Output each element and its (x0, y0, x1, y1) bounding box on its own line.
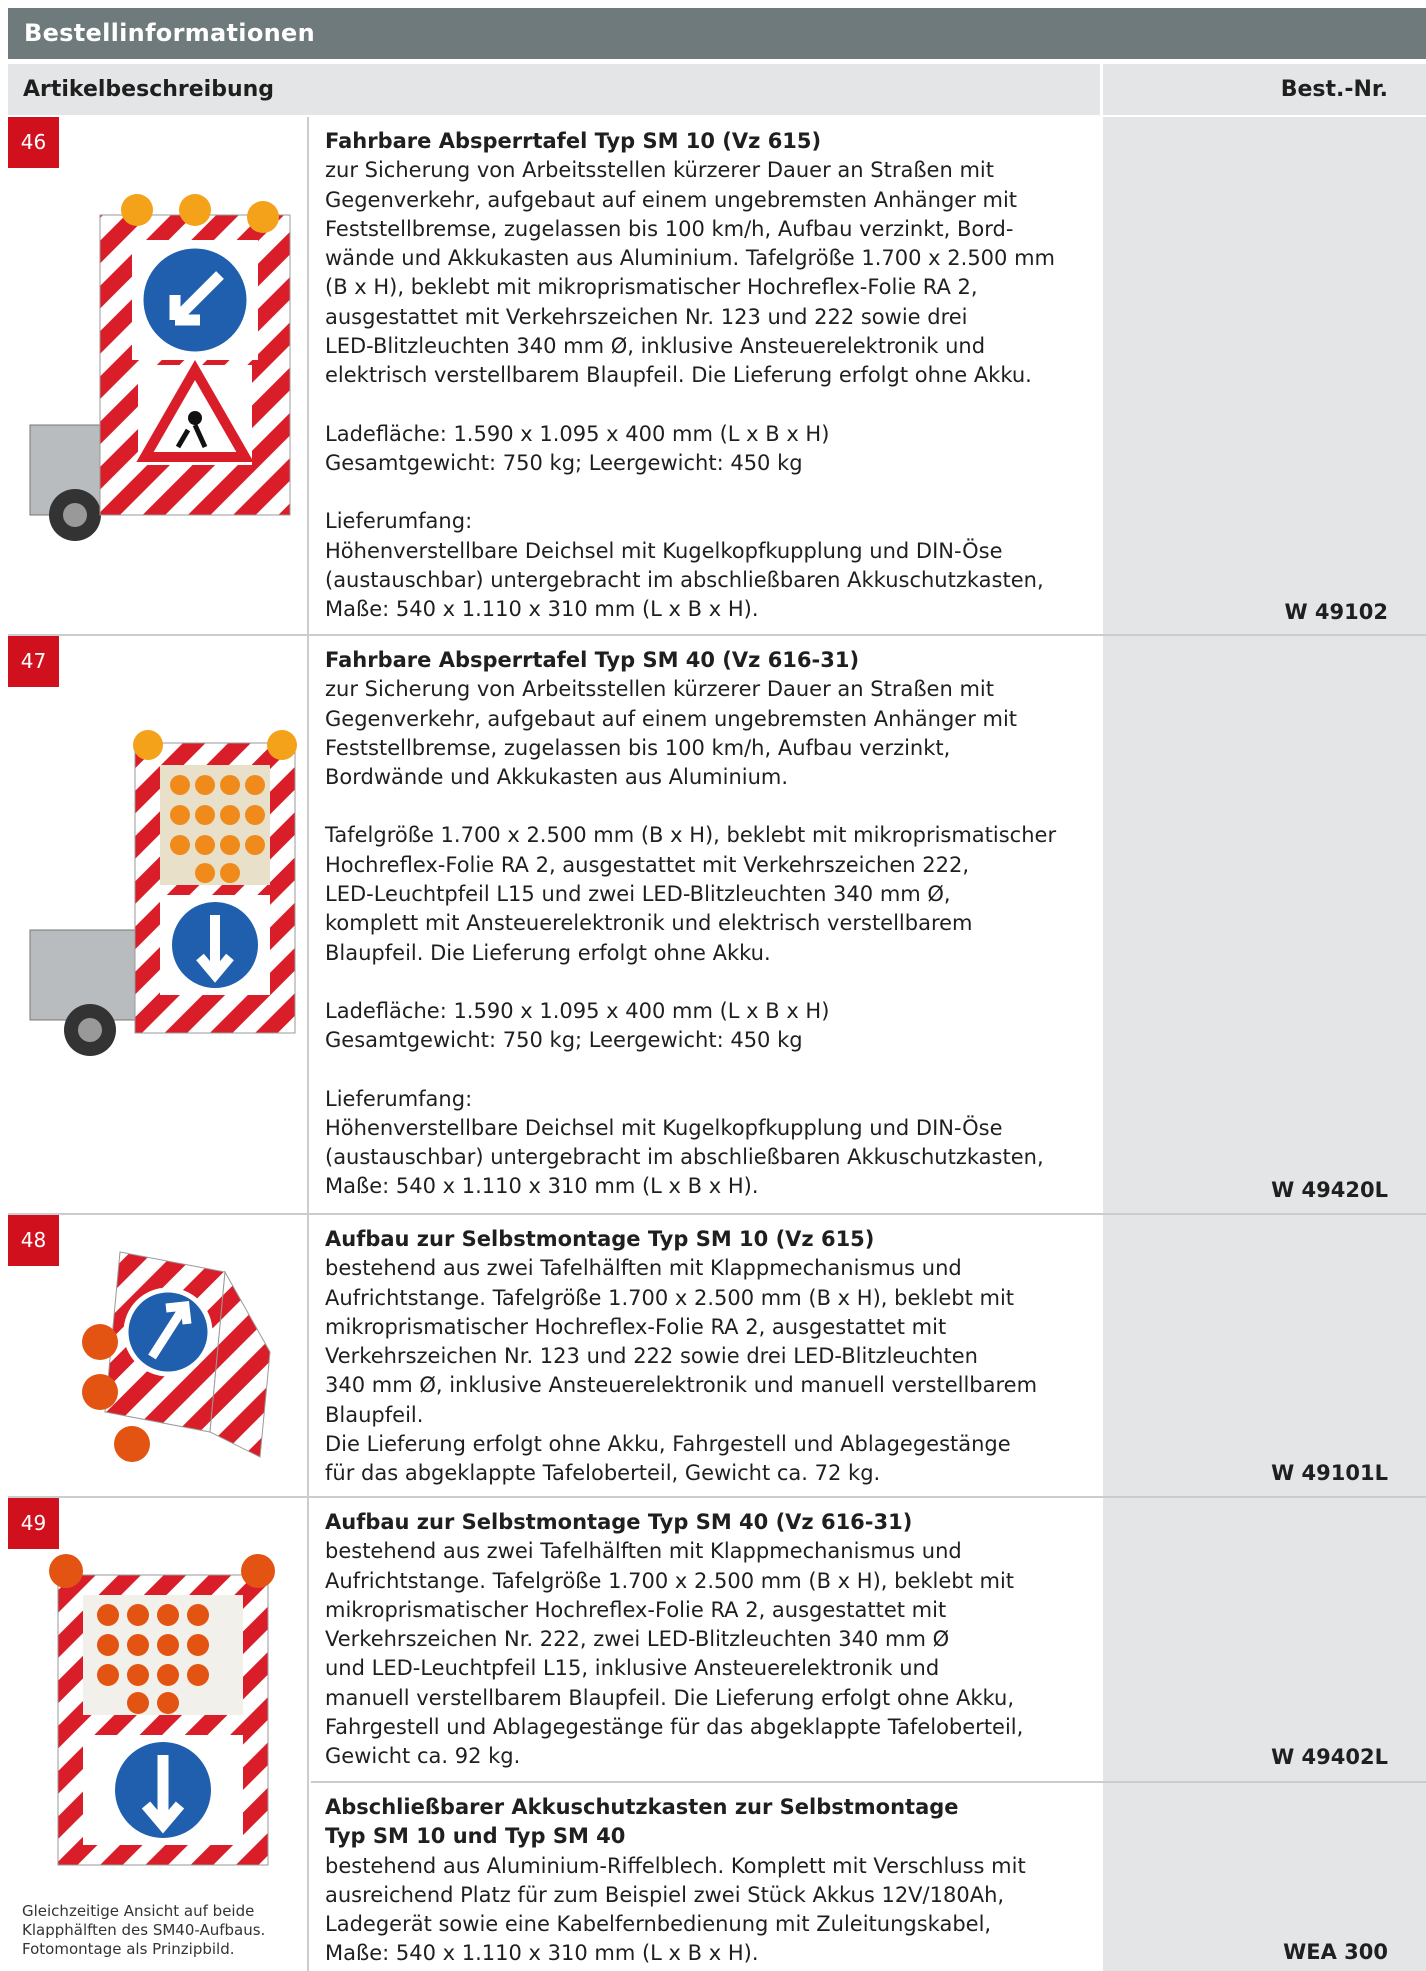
description-paragraph: zur Sicherung von Arbeitsstellen kürzerer Dauer an Straßen mit Gegenverkehr, aufgebaut auf einem ungebremsten Anhänger mit Feststellbremse, zugelassen bis 100 km/h, Aufbau verzinkt, Bordwände und Akkukasten aus Aluminium. (325, 677, 1018, 790)
product-description (311, 1498, 1100, 1781)
row-number-badge: 47 (8, 636, 59, 687)
order-number-cell (1103, 636, 1426, 1213)
row-number-badge: 46 (8, 117, 59, 168)
product-title: Fahrbare Absperrtafel Typ SM 10 (Vz 615) (325, 129, 822, 153)
product-title: Aufbau zur Selbstmontage Typ SM 40 (Vz 616-31) (325, 1510, 913, 1534)
product-description (311, 1215, 1100, 1496)
row-number-badge: 48 (8, 1215, 59, 1266)
product-title: Aufbau zur Selbstmontage Typ SM 10 (Vz 615) (325, 1227, 875, 1251)
scope-paragraph: Lieferumfang: Höhenverstellbare Deichsel mit Kugelkopfkupplung und DIN-Öse (austauschbar) untergebracht im abschließbaren Akkuschutzkasten, Maße: 540 x 1.110 x 310 mm (L x B x H). (325, 1086, 1044, 1199)
order-number: W 49420L (1271, 1178, 1388, 1202)
description-paragraph: bestehend aus zwei Tafelhälften mit Klappmechanismus und Aufrichtstange. Tafelgröße 1.700 x 2.500 mm (B x H), beklebt mit mikroprismatischer Hochreflex-Folie RA 2, ausgestattet mit Verkehrszeichen Nr. 222, zwei LED-Blitzleuchten 340 mm Ø und LED-Leuchtpfeil L15, inklusive Ansteuerelektronik und manuell verstellbarem Blaupfeil. Die Lieferung erfolgt ohne Akku, Fahrgestell und Ablagegestänge für das abgeklappte Tafeloberteil, Gewicht ca. 92 kg. (325, 1539, 1024, 1769)
section-title: Bestellinformationen (8, 8, 1426, 59)
dimensions-paragraph: Ladefläche: 1.590 x 1.095 x 400 mm (L x B x H) Gesamtgewicht: 750 kg; Leergewicht: 450 kg (325, 998, 830, 1053)
product-description (311, 1783, 1100, 1971)
scope-paragraph: Lieferumfang: Höhenverstellbare Deichsel mit Kugelkopfkupplung und DIN-Öse (austauschbar) untergebracht im abschließbaren Akkuschutzkasten, Maße: 540 x 1.110 x 310 mm (L x B x H). (325, 509, 1044, 622)
product-title: Fahrbare Absperrtafel Typ SM 40 (Vz 616-31) (325, 648, 860, 672)
dimensions-paragraph: Ladefläche: 1.590 x 1.095 x 400 mm (L x B x H) Gesamtgewicht: 750 kg; Leergewicht: 450 kg (325, 421, 830, 475)
sm10-fold-kit-image (60, 1232, 280, 1472)
row-number-badge: 49 (8, 1498, 59, 1549)
description-paragraph: bestehend aus zwei Tafelhälften mit Klappmechanismus und Aufrichtstange. Tafelgröße 1.700 x 2.500 mm (B x H), beklebt mit mikroprismatischer Hochreflex-Folie RA 2, ausgestattet mit Verkehrszeichen Nr. 123 und 222 sowie drei LED-Blitzleuchten 340 mm Ø, inklusive Ansteuerelektronik und manuell verstellbarem Blaupfeil. Die Lieferung erfolgt ohne Akku, Fahrgestell und Ablagegestänge für das abgeklappte Tafeloberteil, Gewicht ca. 72 kg. (325, 1256, 1038, 1486)
description-paragraph: bestehend aus Aluminium-Riffelblech. Komplett mit Verschluss mit ausreichend Platz für zum Beispiel zwei Stück Akkus 12V/180Ah, Ladegerät sowie eine Kabelfernbedienung mit Zuleitungskabel, Maße: 540 x 1.110 x 310 mm (L x B x H). (325, 1853, 1026, 1966)
sm40-trailer-image (20, 725, 300, 1085)
column-header-description: Artikelbeschreibung (8, 64, 1100, 115)
order-number: W 49101L (1271, 1461, 1388, 1485)
description-paragraph: zur Sicherung von Arbeitsstellen kürzerer Dauer an Straßen mit Gegenverkehr, aufgebaut auf einem ungebremsten Anhänger mit Feststellbremse, zugelassen bis 100 km/h, Aufbau verzinkt, Bord- wände und Akkukasten aus Aluminium. Tafelgröße 1.700 x 2.500 mm (B x H), beklebt mit mikroprismatischer Hochreflex-Folie RA 2, ausgestattet mit Verkehrszeichen Nr. 123 und 222 sowie drei LED-Blitzleuchten 340 mm Ø, inklusive Ansteuerelektronik und elektrisch verstellbarem Blaupfeil. Die Lieferung erfolgt ohne Akku. (325, 158, 1055, 388)
product-description (311, 117, 1100, 634)
order-number-cell (1103, 1215, 1426, 1496)
column-header-order-no: Best.-Nr. (1103, 64, 1426, 115)
sm10-trailer-image (20, 185, 300, 565)
order-number: W 49402L (1271, 1745, 1388, 1769)
product-description (311, 636, 1100, 1213)
order-number-cell (1103, 117, 1426, 634)
panel-paragraph: Tafelgröße 1.700 x 2.500 mm (B x H), beklebt mit mikroprismatischer Hochreflex-Folie RA 2, ausgestattet mit Verkehrszeichen 222, LED-Leuchtpfeil L15 und zwei LED-Blitzleuchten 340 mm Ø, komplett mit Ansteuerelektronik und elektrisch verstellbarem Blaupfeil. Die Lieferung erfolgt ohne Akku. (325, 823, 1057, 965)
sm40-fold-kit-image (48, 1555, 278, 1875)
order-number: W 49102 (1284, 600, 1388, 624)
product-title: Abschließbarer Akkuschutzkasten zur Selbstmontage Typ SM 10 und Typ SM 40 (325, 1795, 959, 1849)
order-number-cell (1103, 1498, 1426, 1971)
order-number: WEA 300 (1283, 1940, 1388, 1964)
image-caption: Gleichzeitige Ansicht auf beide Klapphälften des SM40-Aufbaus. Fotomontage als Prinzipbild. (22, 1902, 266, 1958)
